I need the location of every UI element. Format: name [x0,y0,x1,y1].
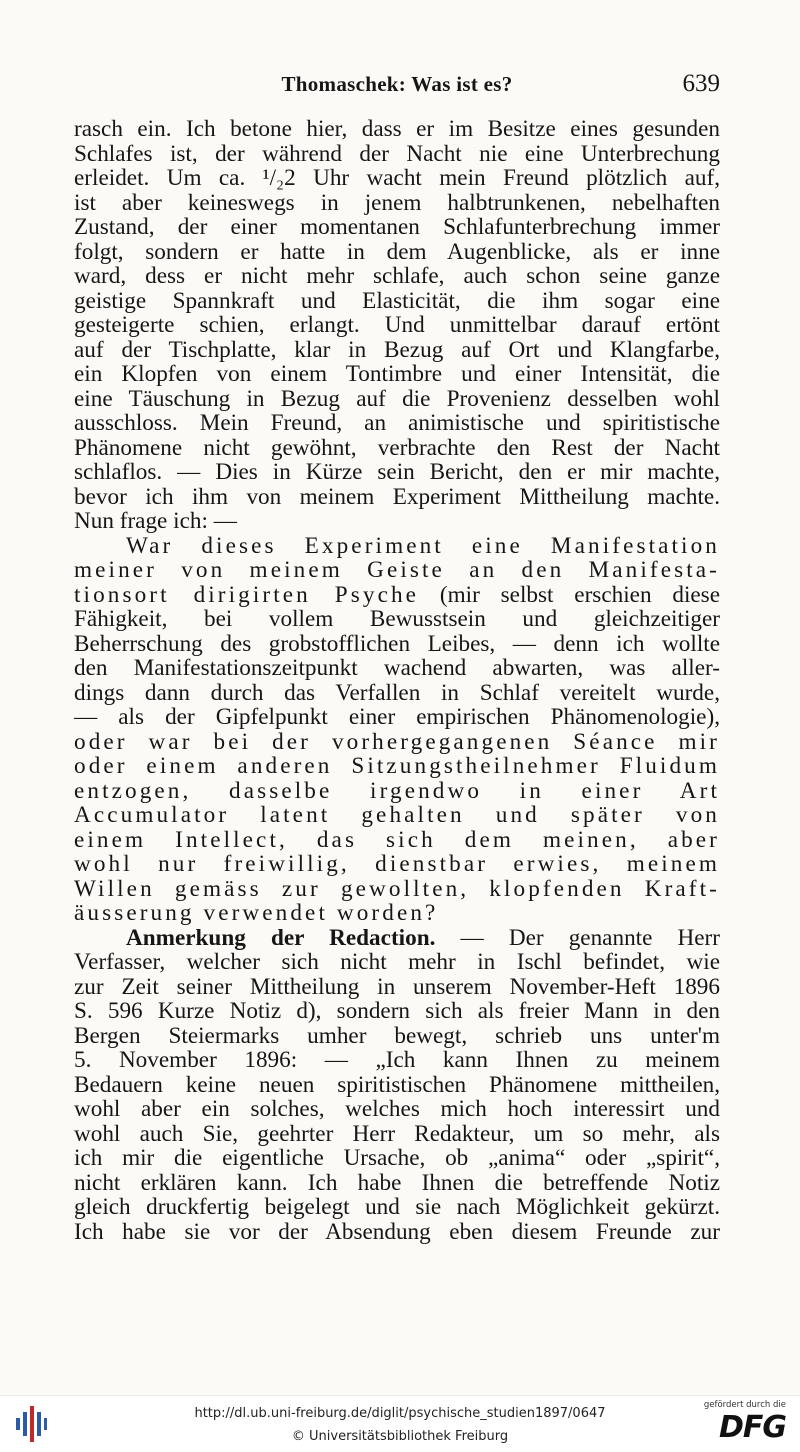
page-number: 639 [682,70,720,97]
text-line: zur Zeit seiner Mittheilung in unserem November-Heft 1896 [74,974,720,999]
text-line: eine Täuschung in Bezug auf die Provenienz desselben wohl [74,386,720,411]
text-line: S. 596 Kurze Notiz d), sondern sich als freier Mann in den [74,999,720,1024]
text-line: erleidet. Um ca. ¹/₂2 Uhr wacht mein Freund plötzlich auf, [74,166,720,191]
text-line: rasch ein. Ich betone hier, dass er im Besitze eines gesunden [74,117,720,142]
viewer-footer [0,1395,800,1452]
text-line: meiner von meinem Geiste an den Manifesta- [74,558,720,583]
text-line: Bedauern keine neuen spiritistischen Phänomene mittheilen, [74,1072,720,1097]
text-line: oder war bei der vorhergegangenen Séance mir [74,729,720,754]
text-fragment: (mir selbst erschien diese [439,582,720,607]
text-line: Zustand, der einer momentanen Schlafunterbrechung immer [74,215,720,240]
text-line: nicht erklären kann. Ich habe Ihnen die betreffende Notiz [74,1170,720,1195]
text-line: ward, dess er nicht mehr schlafe, auch schon seine ganze [74,264,720,289]
text-fragment: — Der genannte Herr [460,925,720,950]
dfg-logo-icon: DFG [718,1410,786,1445]
text-line: gesteigerte schien, erlangt. Und unmittelbar darauf ertönt [74,313,720,338]
text-line: ein Klopfen von einem Tontimbre und einer Intensität, die [74,362,720,387]
text-line: folgt, sondern er hatte in dem Augenblicke, als er inne [74,239,720,264]
text-line: dings dann durch das Verfallen in Schlaf vereitelt wurde, [74,680,720,705]
text-line: äusserung verwendet worden? [74,901,439,926]
running-head [74,66,720,106]
text-line: wohl aber ein solches, welches mich hoch interessirt und [74,1097,720,1122]
text-line: wohl nur freiwillig, dienstbar erwies, meinem [74,852,720,877]
body-text [74,117,720,1244]
dfg-logo[interactable] [703,1400,786,1448]
text-line: oder einem anderen Sitzungstheilnehmer Fluidum [74,754,720,779]
text-line: ist aber keineswegs in jenem halbtrunkenen, nebelhaften [74,190,720,215]
text-line: ausschloss. Mein Freund, an animistische und spiritistische [74,411,720,436]
text-line: Phänomene nicht gewöhnt, verbrachte den Rest der Nacht [74,435,720,460]
text-line [74,583,720,608]
text-line: auf der Tischplatte, klar in Bezug auf Ort und Klangfarbe, [74,337,720,362]
text-line: geistige Spannkraft und Elasticität, die ihm sogar eine [74,288,720,313]
text-line: Nun frage ich: — [74,509,237,534]
text-line: schlaflos. — Dies in Kürze sein Bericht, den er mir machte, [74,460,720,485]
text-line: bevor ich ihm von meinem Experiment Mittheilung machte. [74,484,720,509]
text-line: Verfasser, welcher sich nicht mehr in Ischl befindet, wie [74,950,720,975]
text-line: Fähigkeit, bei vollem Bewusstsein und gleichzeitiger [74,607,720,632]
text-line: 5. November 1896: — „Ich kann Ihnen zu meinem [74,1048,720,1073]
text-line: Beherrschung des grobstofflichen Leibes, — denn ich wollte [74,631,720,656]
text-line: Schlafes ist, der während der Nacht nie eine Unterbrechung [74,141,720,166]
text-line: Willen gemäss zur gewollten, klopfenden Kraft- [74,876,720,901]
text-line: War dieses Experiment eine Manifestation [126,533,720,558]
text-line: gleich druckfertig beigelegt und sie nach Möglichkeit gekürzt. [74,1195,720,1220]
text-line: Ich habe sie vor der Absendung eben diesem Freunde zur [74,1219,720,1244]
copyright-text: © Universitätsbibliothek Freiburg [291,1429,509,1444]
note-heading: Anmerkung der Redaction. [126,925,436,950]
spaced-phrase: tionsort dirigirten Psyche [74,582,420,607]
text-line: entzogen, dasselbe irgendwo in einer Art [74,778,720,803]
text-line [74,926,720,951]
dfg-caption: gefördert durch die [703,1400,786,1410]
text-line: wohl auch Sie, geehrter Herr Redakteur, um so mehr, als [74,1121,720,1146]
running-title: Thomaschek: Was ist es? [281,72,513,96]
permalink-url[interactable]: http://dl.ub.uni-freiburg.de/diglit/psychische_studien1897/0647 [194,1406,606,1421]
text-line: den Manifestationszeitpunkt wachend abwarten, was aller- [74,656,720,681]
text-line: Accumulator latent gehalten und später von [74,803,720,828]
text-line: Bergen Steiermarks umher bewegt, schrieb uns unter'm [74,1023,720,1048]
text-line: einem Intellect, das sich dem meinen, aber [74,827,720,852]
text-line: ich mir die eigentliche Ursache, ob „anima“ oder „spirit“, [74,1146,720,1171]
text-line: — als der Gipfelpunkt einer empirischen Phänomenologie), [74,705,720,730]
